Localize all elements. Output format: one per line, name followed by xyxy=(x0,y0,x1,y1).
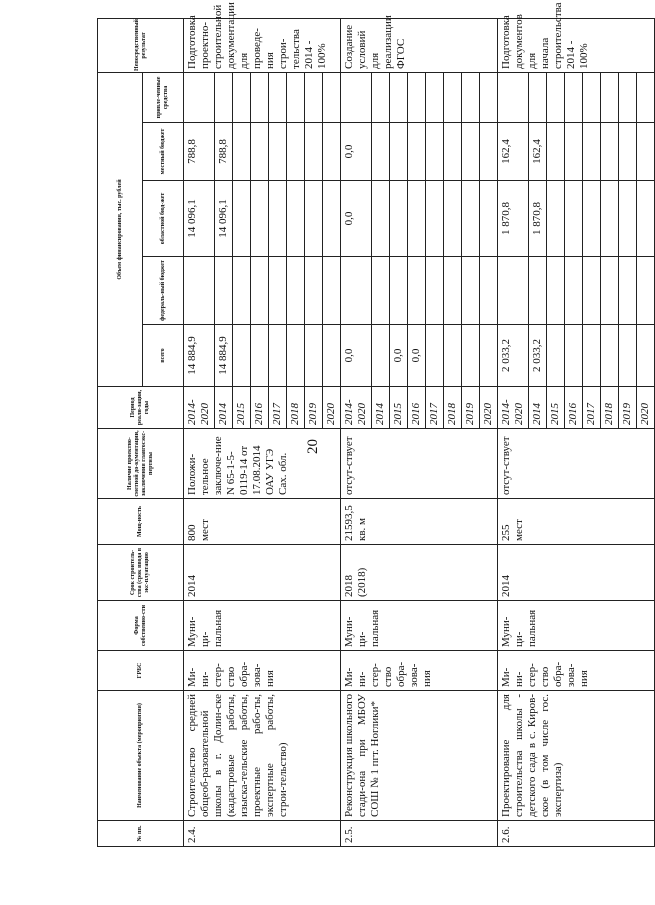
federal-cell xyxy=(601,257,619,325)
federal-cell xyxy=(498,257,529,325)
year-cell: 2017 xyxy=(426,387,444,429)
period-cell: 2018 (2018) xyxy=(341,545,498,601)
regional-cell xyxy=(408,181,426,257)
federal-cell xyxy=(480,257,498,325)
other-cell xyxy=(583,72,601,122)
grbs-cell: Ми-ни-стер-ство обра-зова-ния xyxy=(341,651,498,691)
regional-cell xyxy=(444,181,462,257)
year-cell: 2020 xyxy=(637,387,655,429)
other-cell xyxy=(323,72,341,122)
docs-cell: отсут-ствует xyxy=(498,429,655,499)
local-cell xyxy=(372,123,390,181)
year-cell: 2016 xyxy=(251,387,269,429)
federal-cell xyxy=(184,257,215,325)
regional-cell xyxy=(233,181,251,257)
row-number: 2.6. xyxy=(498,821,655,847)
other-cell xyxy=(372,72,390,122)
local-cell xyxy=(480,123,498,181)
other-cell xyxy=(215,72,233,122)
grbs-cell: Ми-ни-стер-ство обра-зова-ния xyxy=(498,651,655,691)
regional-cell xyxy=(637,181,655,257)
table-row xyxy=(498,18,529,846)
federal-cell xyxy=(390,257,408,325)
local-cell xyxy=(583,123,601,181)
other-cell xyxy=(269,72,287,122)
year-cell: 2018 xyxy=(601,387,619,429)
local-cell xyxy=(547,123,565,181)
local-cell xyxy=(269,123,287,181)
local-cell xyxy=(408,123,426,181)
local-cell: 162,4 xyxy=(529,123,547,181)
year-cell: 2019 xyxy=(305,387,323,429)
year-cell: 2015 xyxy=(233,387,251,429)
header-docs: Наличие проектно-сметной до-кументации, заключения главгосэкс-пертизы xyxy=(98,429,184,499)
other-cell xyxy=(184,72,215,122)
year-cell: 2014-2020 xyxy=(184,387,215,429)
header-result: Непосредственный результат xyxy=(98,18,184,72)
other-cell xyxy=(251,72,269,122)
total-cell: 0,0 xyxy=(390,325,408,387)
other-cell xyxy=(233,72,251,122)
other-cell xyxy=(529,72,547,122)
federal-cell xyxy=(462,257,480,325)
total-cell xyxy=(426,325,444,387)
header-num: № пп. xyxy=(98,821,184,847)
year-cell: 2015 xyxy=(390,387,408,429)
result-cell: Подготовка проектно-строительной документации для проведе-ния строи-тельства 2014 - 100% xyxy=(184,18,341,72)
other-cell xyxy=(637,72,655,122)
local-cell: 788,8 xyxy=(184,123,215,181)
total-cell xyxy=(323,325,341,387)
regional-cell: 0,0 xyxy=(341,181,372,257)
year-cell: 2014-2020 xyxy=(341,387,372,429)
year-cell: 2017 xyxy=(269,387,287,429)
page-number: 20 xyxy=(305,439,321,454)
year-cell: 2019 xyxy=(462,387,480,429)
other-cell xyxy=(462,72,480,122)
regional-cell xyxy=(372,181,390,257)
regional-cell xyxy=(547,181,565,257)
local-cell xyxy=(287,123,305,181)
total-cell xyxy=(480,325,498,387)
total-cell xyxy=(565,325,583,387)
header-name: Наименование объекта (мероприятия) xyxy=(98,691,184,821)
other-cell xyxy=(444,72,462,122)
local-cell xyxy=(251,123,269,181)
federal-cell xyxy=(426,257,444,325)
regional-cell xyxy=(269,181,287,257)
regional-cell xyxy=(619,181,637,257)
other-cell xyxy=(480,72,498,122)
header-grbs: ГРБС xyxy=(98,651,184,691)
other-cell xyxy=(601,72,619,122)
regional-cell xyxy=(287,181,305,257)
other-cell xyxy=(547,72,565,122)
result-cell: Подготовка документов для начала строительства 2014 - 100% xyxy=(498,18,655,72)
object-name: Реконструкция школьного стади-она при МБОУ СОШ № 1 пгт. Ноглики* xyxy=(341,691,498,821)
regional-cell xyxy=(251,181,269,257)
regional-cell: 1 870,8 xyxy=(498,181,529,257)
grbs-cell: Ми-ни-стер-ство обра-зова-ния xyxy=(184,651,341,691)
year-cell: 2019 xyxy=(619,387,637,429)
table-row xyxy=(341,18,372,846)
regional-cell: 14 096,1 xyxy=(184,181,215,257)
regional-cell: 14 096,1 xyxy=(215,181,233,257)
regional-cell xyxy=(583,181,601,257)
total-cell: 0,0 xyxy=(408,325,426,387)
row-number: 2.4. xyxy=(184,821,341,847)
program-table xyxy=(97,2,655,847)
local-cell xyxy=(426,123,444,181)
row-number: 2.5. xyxy=(341,821,498,847)
total-cell xyxy=(462,325,480,387)
other-cell xyxy=(498,72,529,122)
federal-cell xyxy=(408,257,426,325)
regional-cell xyxy=(426,181,444,257)
year-cell: 2020 xyxy=(480,387,498,429)
regional-cell xyxy=(565,181,583,257)
total-cell: 0,0 xyxy=(341,325,372,387)
regional-cell xyxy=(390,181,408,257)
other-cell xyxy=(305,72,323,122)
total-cell xyxy=(637,325,655,387)
federal-cell xyxy=(323,257,341,325)
other-cell xyxy=(565,72,583,122)
year-cell: 2017 xyxy=(583,387,601,429)
year-cell: 2016 xyxy=(408,387,426,429)
year-cell: 2014 xyxy=(529,387,547,429)
local-cell xyxy=(305,123,323,181)
total-cell: 14 884,9 xyxy=(215,325,233,387)
local-cell xyxy=(619,123,637,181)
header-total: всего xyxy=(143,325,184,387)
federal-cell xyxy=(444,257,462,325)
federal-cell xyxy=(547,257,565,325)
local-cell xyxy=(601,123,619,181)
other-cell xyxy=(426,72,444,122)
other-cell xyxy=(619,72,637,122)
object-name: Проектирование для строительства школы - детского сада в с. Киров-ское (в том числе гос. экспертиза) xyxy=(498,691,655,821)
local-cell xyxy=(444,123,462,181)
federal-cell xyxy=(341,257,372,325)
header-period: Срок строитель-ства (срок ввода в экс-плуатацию xyxy=(98,545,184,601)
year-cell: 2016 xyxy=(565,387,583,429)
total-cell xyxy=(287,325,305,387)
year-cell: 2014-2020 xyxy=(498,387,529,429)
period-cell: 2014 xyxy=(184,545,341,601)
regional-cell xyxy=(480,181,498,257)
period-cell: 2014 xyxy=(498,545,655,601)
year-cell: 2015 xyxy=(547,387,565,429)
total-cell xyxy=(251,325,269,387)
other-cell xyxy=(408,72,426,122)
header-years: Период реали-зации, годы xyxy=(98,387,184,429)
local-cell xyxy=(233,123,251,181)
year-cell: 2014 xyxy=(372,387,390,429)
regional-cell xyxy=(305,181,323,257)
federal-cell xyxy=(233,257,251,325)
federal-cell xyxy=(565,257,583,325)
total-cell xyxy=(305,325,323,387)
regional-cell: 1 870,8 xyxy=(529,181,547,257)
docs-cell: Положи-тельное заключе-ние N 65-1-5-0119-14 от 17.08.2014 ОАУ УГЭ Сах. обл. xyxy=(184,429,341,499)
total-cell xyxy=(444,325,462,387)
capacity-cell: 800 мест xyxy=(184,499,341,545)
other-cell xyxy=(287,72,305,122)
federal-cell xyxy=(269,257,287,325)
federal-cell xyxy=(583,257,601,325)
header-capacity: Мощ-ность xyxy=(98,499,184,545)
local-cell: 162,4 xyxy=(498,123,529,181)
total-cell xyxy=(547,325,565,387)
rotated-table-wrapper xyxy=(97,2,651,847)
local-cell xyxy=(390,123,408,181)
header-funding: Объем финансирования, тыс. рублей xyxy=(98,72,143,386)
header-regional: областной бюд-жет xyxy=(143,181,184,257)
local-cell xyxy=(462,123,480,181)
result-cell: Создание условий для реализации ФГОС xyxy=(341,18,498,72)
local-cell xyxy=(323,123,341,181)
federal-cell xyxy=(619,257,637,325)
local-cell: 788,8 xyxy=(215,123,233,181)
year-cell: 2020 xyxy=(323,387,341,429)
total-cell xyxy=(269,325,287,387)
federal-cell xyxy=(251,257,269,325)
capacity-cell: 21593,5 кв. м xyxy=(341,499,498,545)
local-cell xyxy=(565,123,583,181)
header-other: привле-ченные средства xyxy=(143,72,184,122)
federal-cell xyxy=(637,257,655,325)
federal-cell xyxy=(287,257,305,325)
regional-cell xyxy=(601,181,619,257)
object-name: Строительство средней общеоб-разовательной школы в г. Долин-ске (кадастровые работы, изыска-тельские работы, проектные рабо-ты, экспертные работы, строи-тельство) xyxy=(184,691,341,821)
total-cell xyxy=(233,325,251,387)
total-cell: 2 033,2 xyxy=(529,325,547,387)
regional-cell xyxy=(323,181,341,257)
year-cell: 2018 xyxy=(444,387,462,429)
header-federal: федераль-ный бюджет xyxy=(143,257,184,325)
federal-cell xyxy=(305,257,323,325)
table-row xyxy=(184,18,215,846)
federal-cell xyxy=(215,257,233,325)
federal-cell xyxy=(529,257,547,325)
other-cell xyxy=(341,72,372,122)
regional-cell xyxy=(462,181,480,257)
local-cell: 0,0 xyxy=(341,123,372,181)
ownership-cell: Муни-ци-пальная xyxy=(498,601,655,651)
docs-cell: отсут-ствует xyxy=(341,429,498,499)
total-cell xyxy=(583,325,601,387)
table-body xyxy=(184,2,655,846)
ownership-cell: Муни-ци-пальная xyxy=(184,601,341,651)
header-local: местный бюджет xyxy=(143,123,184,181)
total-cell xyxy=(601,325,619,387)
ownership-cell: Муни-ци-пальная xyxy=(341,601,498,651)
total-cell xyxy=(372,325,390,387)
year-cell: 2018 xyxy=(287,387,305,429)
total-cell: 2 033,2 xyxy=(498,325,529,387)
total-cell: 14 884,9 xyxy=(184,325,215,387)
header-ownership: Форма собственно-сти xyxy=(98,601,184,651)
federal-cell xyxy=(372,257,390,325)
total-cell xyxy=(619,325,637,387)
local-cell xyxy=(637,123,655,181)
year-cell: 2014 xyxy=(215,387,233,429)
capacity-cell: 255 мест xyxy=(498,499,655,545)
other-cell xyxy=(390,72,408,122)
